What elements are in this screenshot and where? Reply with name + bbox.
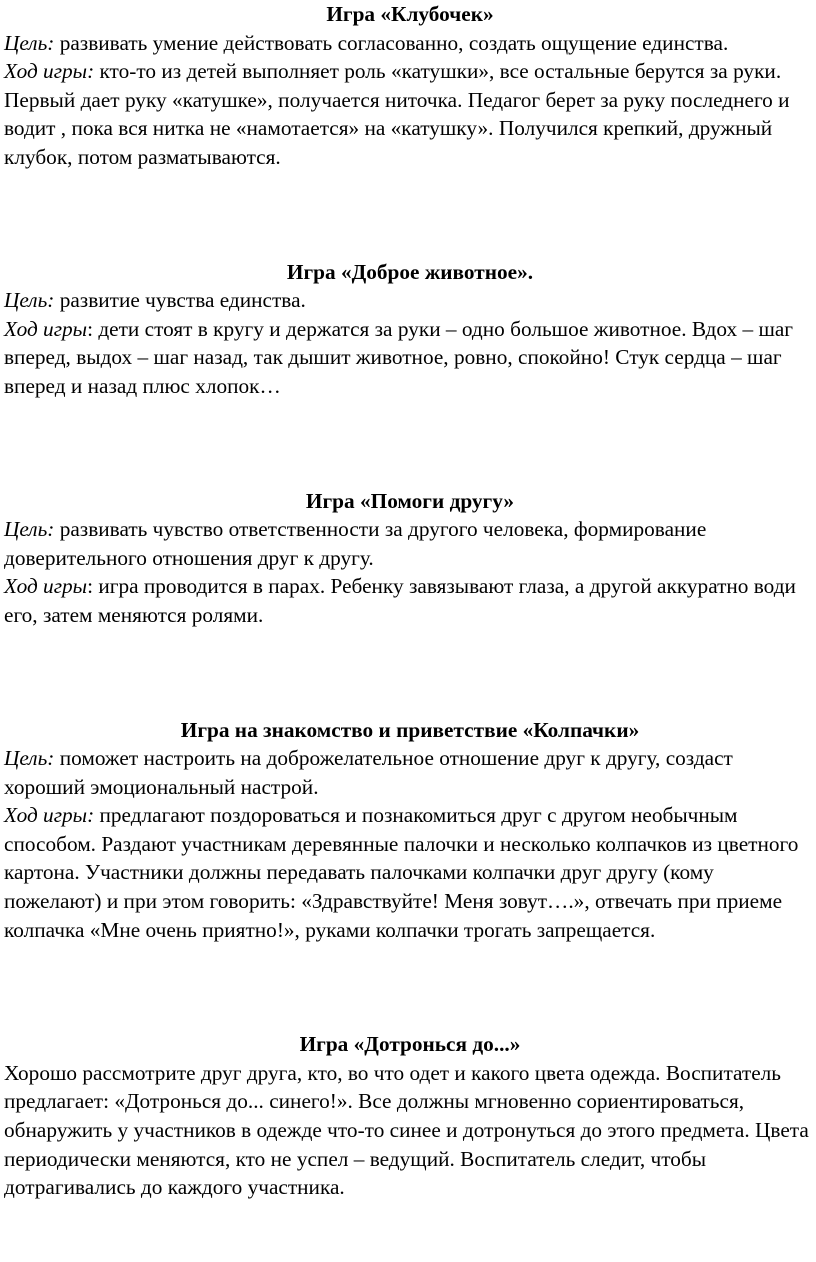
goal-text: развитие чувства единства.	[54, 288, 306, 313]
goal-text: развивать чувство ответственности за другого человека, формирование доверительного отношения друг к другу.	[4, 517, 707, 570]
course-text: : игра проводится в парах. Ребенку завязывают глаза, а другой аккуратно води его, затем меняются ролями.	[4, 574, 796, 627]
goal-label: Цель:	[4, 30, 55, 55]
course-paragraph	[4, 57, 816, 171]
course-label: Ход игры	[4, 574, 88, 599]
body-paragraph: Хорошо рассмотрите друг друга, кто, во что одет и какого цвета одежда. Воспитатель предлагает: «Дотронься до... синего!». Все должны мгновенно сориентироваться, обнаружить у участников в одежде что-то синее и дотронуться до этого предмета. Цвета периодически меняются, кто не успел – ведущий. Воспитатель следит, чтобы дотрагивались до каждого участника.	[4, 1060, 809, 1200]
game-title: Игра «Клубочек»	[326, 2, 494, 26]
course-text: предлагают поздороваться и познакомиться друг с другом необычным способом. Раздают участникам деревянные палочки и несколько колпачков из цветного картона. Участники должны передавать палочками колпачки друг другу (кому пожелают) и при этом говорить: «Здравствуйте! Меня зовут….», отвечать при приеме колпачка «Мне очень приятно!», руками колпачки трогать запрещается.	[4, 803, 799, 942]
game-title: Игра на знакомство и приветствие «Колпачки»	[180, 717, 640, 742]
goal-paragraph	[4, 286, 816, 315]
goal-paragraph	[4, 744, 816, 801]
course-text: : дети стоят в кругу и держатся за руки – одно большое животное. Вдох – шаг вперед, выдох – шаг назад, так дышит животное, ровно, спокойно! Стук сердца – шаг вперед и назад плюс хлопок…	[4, 316, 794, 398]
course-label: Ход игры	[4, 316, 88, 341]
game-section-kolpachki	[4, 716, 816, 945]
game-title: Игра «Помоги другу»	[305, 488, 515, 513]
goal-text: поможет настроить на доброжелательное отношение друг к другу, создаст хороший эмоциональный настрой.	[4, 746, 733, 799]
goal-paragraph	[4, 515, 816, 572]
goal-text: развивать умение действовать согласованно, создать ощущение единства.	[54, 30, 729, 55]
game-section-dobroe-zhivotnoe	[4, 258, 816, 401]
game-title: Игра «Дотронься до...»	[299, 1032, 521, 1057]
course-paragraph	[4, 801, 816, 944]
game-section-klubochek	[4, 0, 816, 172]
game-section-pomogi-drugu	[4, 487, 816, 630]
game-section-dotronsya-do	[4, 1030, 816, 1202]
course-label: Ход игры:	[4, 803, 95, 828]
goal-label: Цель:	[4, 746, 55, 771]
course-text: кто-то из детей выполняет роль «катушки», все остальные берутся за руки. Первый дает руку «катушке», получается ниточка. Педагог берет за руку последнего и водит , пока вся нитка не «намотается» на «катушку». Получился крепкий, дружный клубок, потом разматываются.	[4, 59, 790, 169]
goal-label: Цель:	[4, 517, 55, 542]
game-title: Игра «Доброе животное».	[286, 259, 534, 284]
course-label: Ход игры:	[4, 59, 95, 84]
goal-label: Цель:	[4, 288, 55, 313]
course-paragraph	[4, 315, 816, 401]
goal-paragraph	[4, 29, 816, 58]
course-paragraph	[4, 572, 816, 629]
